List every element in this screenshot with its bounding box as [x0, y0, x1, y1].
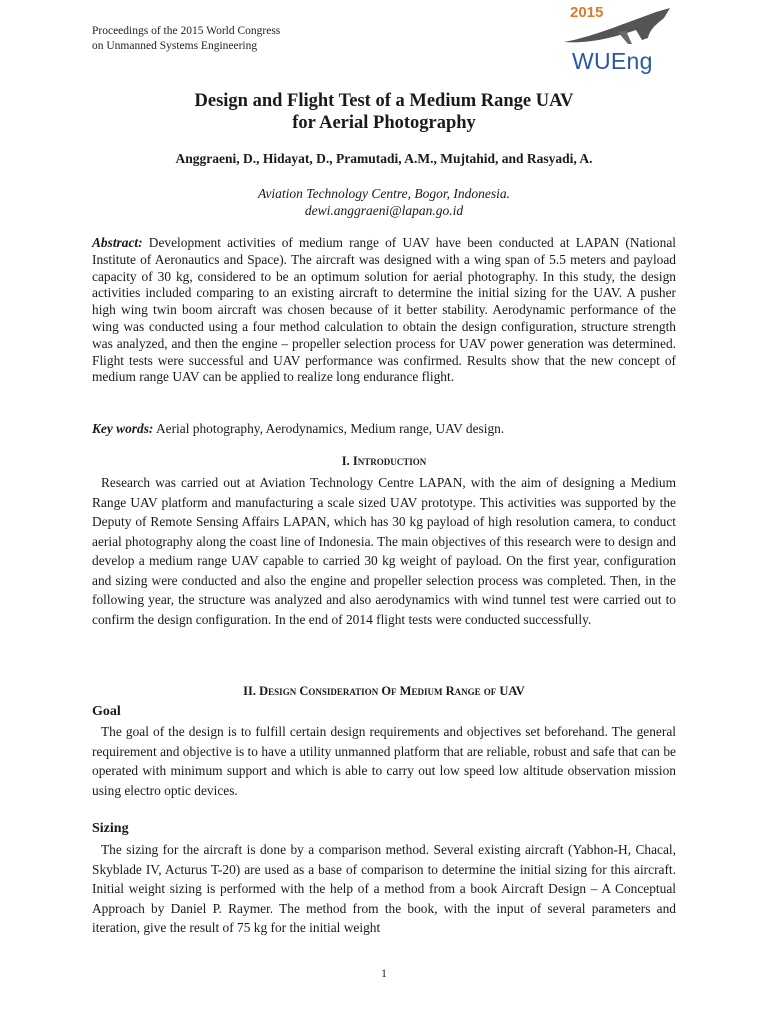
wueng-logo	[558, 4, 678, 82]
subheading-sizing: Sizing	[92, 821, 129, 836]
page-number: 1	[381, 968, 387, 980]
abstract-text: Development activities of medium range of UAV have been conducted at LAPAN (National Institute of Aeronautics and Space). The aircraft was designed with a wing span of 5.5 meters and payload capacity of 30 kg, considered to be an optimum solution for aerial photography. In this study, the design activities included comparing to an existing aircraft to determine the initial sizing for the UAV. A pusher high wing twin boom aircraft was chosen because of it better stability. Aerodynamic performance of the wing was conducted using a four method calculation to obtain the design configuration, structure strength was analyzed, and then the engine – propeller selection process for UAV power generation was determined. Flight tests were successful and UAV performance was confirmed. Results show that the new concept of medium range UAV can be applied to realize long endurance flight.	[92, 235, 676, 385]
paper-title	[92, 90, 676, 134]
keywords	[92, 420, 676, 437]
keywords-text: Aerial photography, Aerodynamics, Medium range, UAV design.	[153, 421, 505, 436]
title-line-2: for Aerial Photography	[292, 113, 476, 133]
affiliation: Aviation Technology Centre, Bogor, Indonesia.	[257, 186, 511, 201]
introduction-paragraph: Research was carried out at Aviation Technology Centre LAPAN, with the aim of designing a Medium Range UAV platform and manufacturing a scale sized UAV prototype. This activities was supported by the Deputy of Remote Sensing Affairs LAPAN, which has 30 kg payload of high resolution camera, to conduct aerial photography along the coast line of Indonesia. The main objectives of this research were to design and develop a medium range UAV capable to carried 30 kg weight of payload. On the first year, configuration and sizing were conducted and also the engine and propeller selection process was completed. Then, in the following year, the structure was analyzed and also aerodynamics with wind tunnel test were carried out to confirm the design configuration. In the end of 2014 flight tests were conducted successfully.	[92, 475, 676, 627]
keywords-label: Key words:	[92, 421, 154, 436]
proceedings-header	[92, 24, 280, 54]
logo-year: 2015	[570, 4, 604, 21]
abstract-label: Abstract:	[92, 235, 143, 250]
section-heading-introduction: I. Introduction	[341, 454, 427, 468]
title-line-1: Design and Flight Test of a Medium Range UAV	[194, 91, 574, 111]
logo-brand: WUEng	[572, 48, 653, 74]
abstract	[92, 235, 676, 386]
goal-paragraph: The goal of the design is to fulfill certain design requirements and objectives set beforehand. The general requirement and objective is to have a utility unmanned platform that are reliable, robust and safe that can be operated with minimum support and which is able to carry out low speed low altitude observation mission using electro optic devices.	[92, 724, 676, 798]
affiliation-block	[92, 185, 676, 219]
author-email: dewi.anggraeni@lapan.go.id	[304, 203, 464, 218]
sizing-paragraph: The sizing for the aircraft is done by a comparison method. Several existing aircraft (Yabhon-H, Chacal, Skyblade IV, Acturus T-20) are used as a base of comparison to determine the initial sizing for this aircraft. Initial weight sizing is performed with the help of a method from a book Aircraft Design – A Conceptual Approach by Daniel P. Raymer. The method from the book, with the input of several parameters and iteration, give the result of 75 kg for the initial weight	[92, 842, 676, 935]
proceedings-line-1: Proceedings of the 2015 World Congress	[92, 25, 281, 37]
section-heading-design-consideration: II. Design Consideration Of Medium Range of UAV	[243, 684, 525, 698]
author-list: Anggraeni, D., Hidayat, D., Pramutadi, A.M., Mujtahid, and Rasyadi, A.	[175, 151, 593, 166]
subheading-goal: Goal	[92, 704, 121, 719]
proceedings-line-2: on Unmanned Systems Engineering	[92, 40, 258, 52]
